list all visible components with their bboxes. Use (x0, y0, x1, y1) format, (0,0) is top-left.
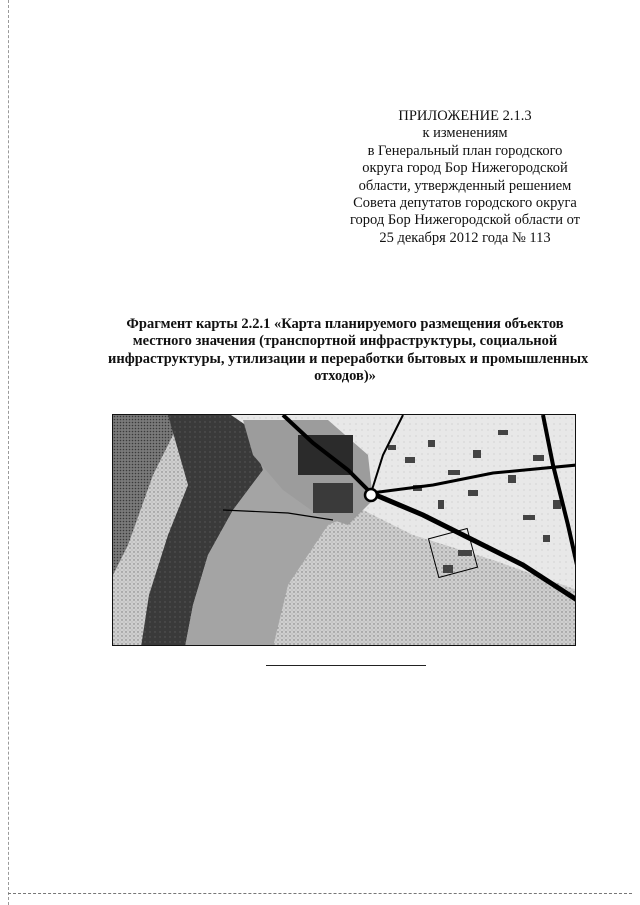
appendix-line: в Генеральный план городского (367, 142, 563, 159)
industrial-building (313, 483, 353, 513)
roundabout-icon (365, 489, 377, 501)
appendix-line: области, утвержденный решением (358, 177, 572, 194)
end-rule (266, 665, 426, 666)
appendix-line: округа город Бор Нижегородской (362, 160, 568, 177)
map-title-line: местного значения (транспортной инфраструктуры, социальной (132, 333, 558, 350)
map-fragment (112, 414, 576, 646)
scan-bottom-edge (8, 893, 632, 894)
scan-left-edge (8, 0, 9, 905)
appendix-line: ПРИЛОЖЕНИЕ 2.1.3 (398, 108, 532, 124)
map-title-line: Фрагмент карты 2.2.1 «Карта планируемого размещения объектов (126, 316, 564, 332)
map-title-line: инфраструктуры, утилизации и переработки бытовых и промышленных (108, 350, 589, 367)
appendix-header (330, 108, 600, 247)
appendix-line: Совета депутатов городского округа (353, 195, 577, 212)
appendix-line: город Бор Нижегородской области от (349, 212, 581, 229)
map-title-line: отходов)» (314, 368, 376, 385)
map-fragment-title (108, 316, 589, 386)
map-image (113, 415, 576, 646)
appendix-line: 25 декабря 2012 года № 113 (379, 229, 551, 246)
appendix-line: к изменениям (422, 125, 508, 142)
